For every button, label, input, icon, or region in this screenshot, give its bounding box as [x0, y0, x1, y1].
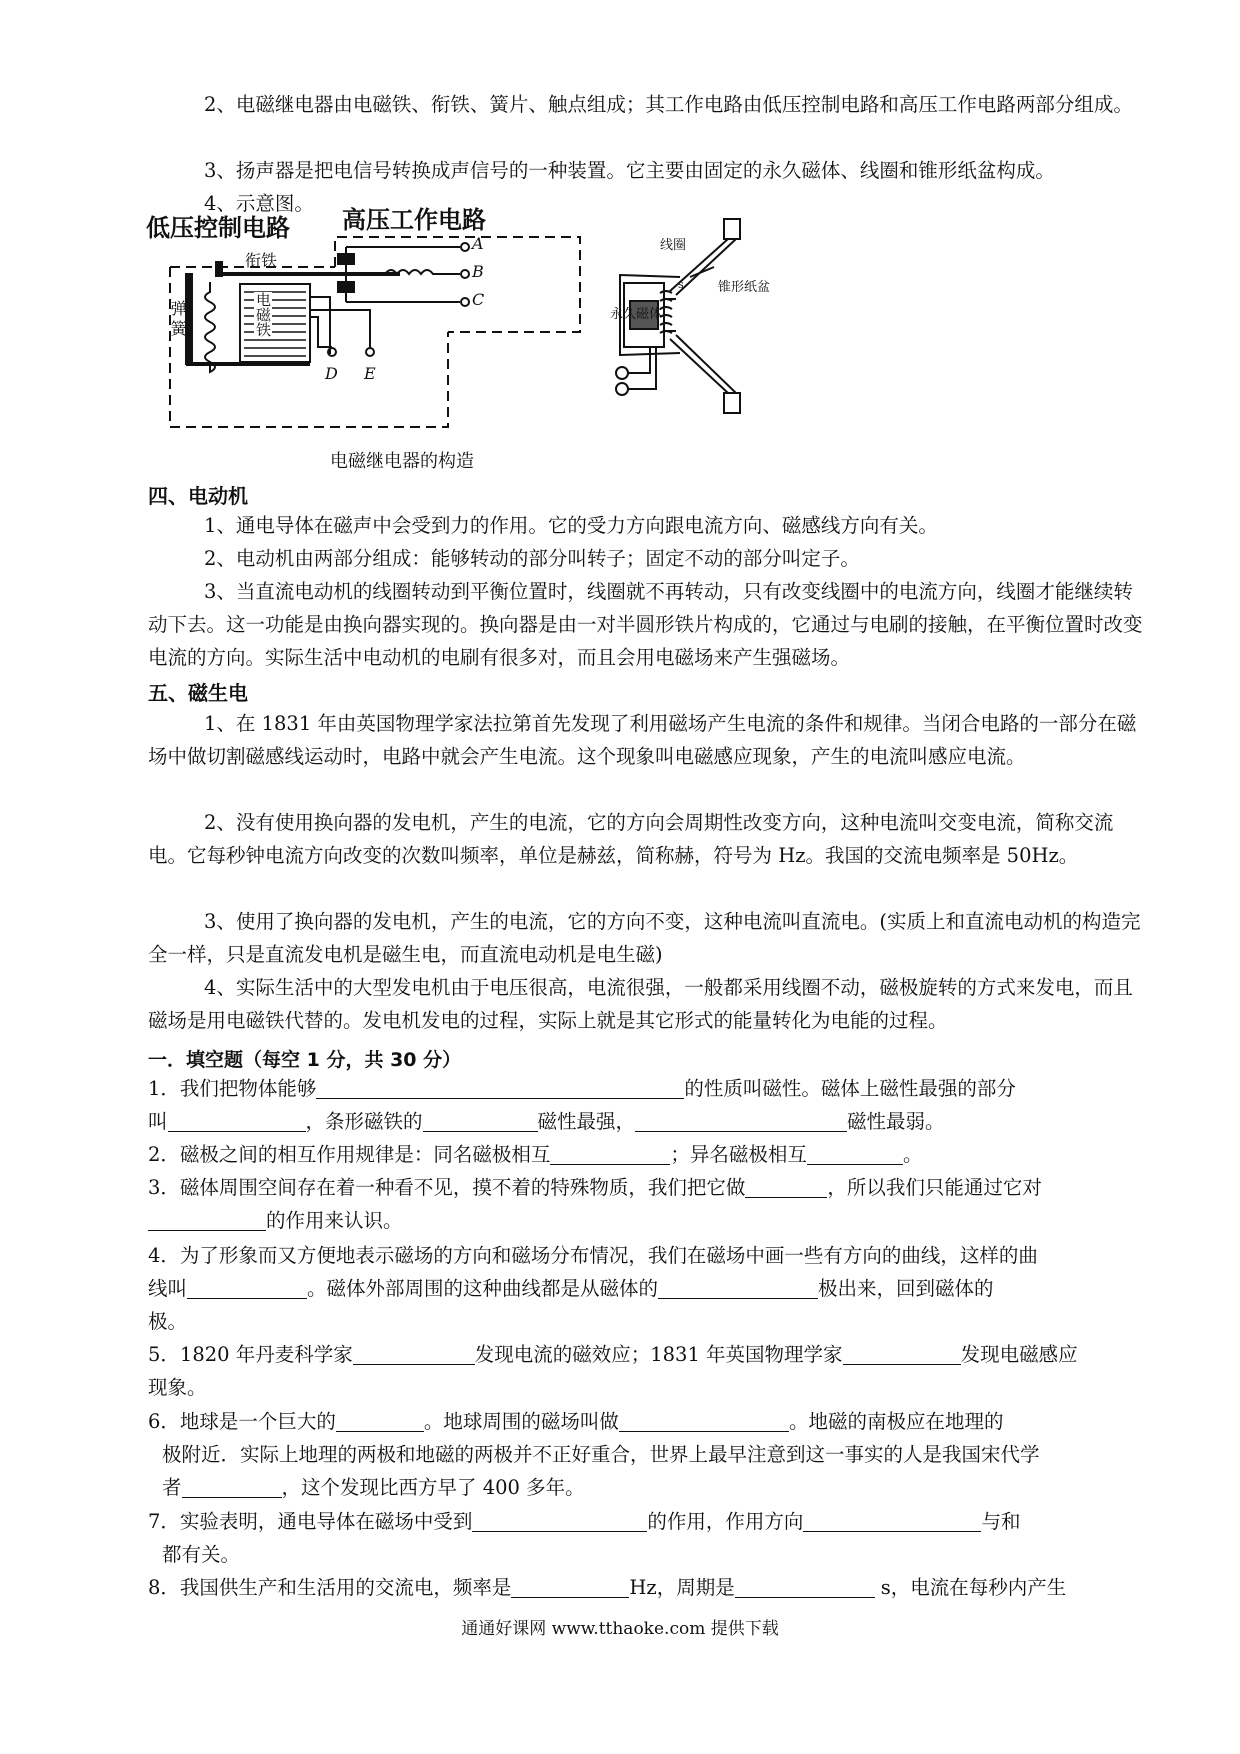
question-8: 8．我国供生产和生活用的交流电，频率是 Hz，周期是 s，电流在每秒内产生 [148, 1576, 1067, 1599]
high-voltage-label: 高压工作电路 [342, 206, 486, 234]
question-1-line-2: 叫 ，条形磁铁的 磁性最强， 磁性最弱。 [148, 1110, 945, 1133]
relay-diagram [160, 222, 600, 442]
answer-blank[interactable] [807, 1142, 903, 1165]
speaker-s-mark: s [678, 278, 684, 291]
question-4-line-3: 极。 [148, 1310, 188, 1333]
terminal-d: D [325, 364, 338, 383]
answer-blank[interactable] [182, 1475, 282, 1498]
intro-item-4: 4、示意图。 [204, 192, 314, 215]
answer-blank[interactable] [336, 1409, 424, 1432]
terminal-b: B [472, 262, 484, 281]
answer-blank[interactable] [745, 1175, 827, 1198]
intro-item-2: 2、电磁继电器由电磁铁、衔铁、簧片、触点组成；其工作电路由低压控制电路和高压工作电路两部分组成。 [204, 93, 1133, 116]
question-6-line-2: 极附近．实际上地理的两极和地磁的两极并不正好重合，世界上最早注意到这一事实的人是我国宋代学 [162, 1443, 1040, 1466]
question-3-line-1: 3．磁体周围空间存在着一种看不见，摸不着的特殊物质，我们把它做 ，所以我们只能通过它对 [148, 1176, 1042, 1199]
intro-item-3: 3、扬声器是把电信号转换成声信号的一种装置。它主要由固定的永久磁体、线圈和锥形纸盆构成。 [204, 159, 1055, 182]
terminal-c: C [472, 290, 485, 309]
section-5-p1: 1、在 1831 年由英国物理学家法拉第首先发现了利用磁场产生电流的条件和规律。当闭合电路的一部分在磁场中做切割磁感线运动时，电路中就会产生电流。这个现象叫电磁感应现象，产生的电流叫感应电流。 [148, 712, 1137, 768]
question-4-line-2: 线叫 。磁体外部周围的这种曲线都是从磁体的 极出来，回到磁体的 [148, 1277, 994, 1300]
cone-label: 锥形纸盆 [718, 280, 771, 295]
section-4-p2: 2、电动机由两部分组成：能够转动的部分叫转子；固定不动的部分叫定子。 [204, 547, 860, 570]
question-7-line-2: 都有关。 [162, 1543, 241, 1566]
answer-blank[interactable] [735, 1575, 875, 1598]
question-3-line-2: 的作用来认识。 [148, 1204, 1148, 1237]
answer-blank[interactable] [619, 1409, 789, 1432]
question-5-line-2: 现象。 [148, 1376, 207, 1399]
answer-blank[interactable] [187, 1276, 307, 1299]
magnet-label: 永久磁体 [610, 307, 663, 322]
section-4-title: 四、电动机 [148, 484, 248, 508]
armature-label: 衔铁 [245, 251, 278, 270]
relay-caption: 电磁继电器的构造 [330, 451, 474, 472]
question-6-line-3: 者 ，这个发现比西方早了 400 多年。 [162, 1476, 585, 1499]
question-1-line-1: 1．我们把物体能够 的性质叫磁性。磁体上磁性最强的部分 [148, 1077, 1016, 1100]
answer-blank[interactable] [168, 1109, 306, 1132]
question-4-line-1: 4．为了形象而又方便地表示磁场的方向和磁场分布情况，我们在磁场中画一些有方向的曲线，这样的曲 [148, 1244, 1038, 1267]
question-5-line-1: 5．1820 年丹麦科学家 发现电流的磁效应；1831 年英国物理学家 发现电磁感应 [148, 1343, 1078, 1366]
electromagnet-label: 电磁铁 [254, 292, 272, 337]
answer-blank[interactable] [423, 1109, 538, 1132]
section-5-p4: 4、实际生活中的大型发电机由于电压很高，电流很强，一般都采用线圈不动，磁极旋转的方式来发电，而且磁场是用电磁铁代替的。发电机发电的过程，实际上就是其它形式的能量转化为电能的过程。 [148, 976, 1133, 1032]
question-7-line-1: 7．实验表明，通电导体在磁场中受到 的作用，作用方向 与和 [148, 1510, 1021, 1533]
spring-label: 弹簧 [168, 300, 187, 340]
answer-blank[interactable] [550, 1142, 670, 1165]
answer-blank[interactable] [635, 1109, 847, 1132]
answer-blank[interactable] [511, 1575, 629, 1598]
terminal-a: A [472, 234, 484, 253]
section-4-p3: 3、当直流电动机的线圈转动到平衡位置时，线圈就不再转动，只有改变线圈中的电流方向，线圈才能继续转动下去。这一功能是由换向器实现的。换向器是由一对半圆形铁片构成的，它通过与电刷的接触，在平衡位置时改变电流的方向。实际生活中电动机的电刷有很多对，而且会用电磁场来产生强磁场。 [148, 580, 1143, 669]
quiz-title: 一．填空题（每空 1 分，共 30 分） [148, 1049, 462, 1071]
answer-blank[interactable] [316, 1076, 684, 1099]
question-2: 2．磁极之间的相互作用规律是：同名磁极相互 ；异名磁极相互 。 [148, 1143, 923, 1166]
answer-blank[interactable] [803, 1509, 981, 1532]
page-footer: 通通好课网 www.tthaoke.com 提供下载 [461, 1619, 779, 1639]
coil-label: 线圈 [660, 238, 687, 253]
answer-blank[interactable] [658, 1276, 818, 1299]
question-6-line-1: 6．地球是一个巨大的 。地球周围的磁场叫做 。地磁的南极应在地理的 [148, 1410, 1004, 1433]
answer-blank[interactable] [843, 1342, 961, 1365]
answer-blank[interactable] [148, 1208, 266, 1231]
low-voltage-label: 低压控制电路 [146, 214, 290, 242]
section-4-p1: 1、通电导体在磁声中会受到力的作用。它的受力方向跟电流方向、磁感线方向有关。 [204, 514, 938, 537]
section-5-p3: 3、使用了换向器的发电机，产生的电流，它的方向不变，这种电流叫直流电。(实质上和直流电动机的构造完全一样，只是直流发电机是磁生电，而直流电动机是电生磁) [148, 910, 1141, 966]
terminal-e: E [364, 364, 376, 383]
answer-blank[interactable] [353, 1342, 475, 1365]
answer-blank[interactable] [472, 1509, 647, 1532]
section-5-p2: 2、没有使用换向器的发电机，产生的电流，它的方向会周期性改变方向，这种电流叫交变电流，简称交流电。它每秒钟电流方向改变的次数叫频率，单位是赫兹，简称赫，符号为 Hz。我国的交流电频率是 50Hz。 [148, 811, 1114, 867]
section-5-title: 五、磁生电 [148, 681, 248, 705]
